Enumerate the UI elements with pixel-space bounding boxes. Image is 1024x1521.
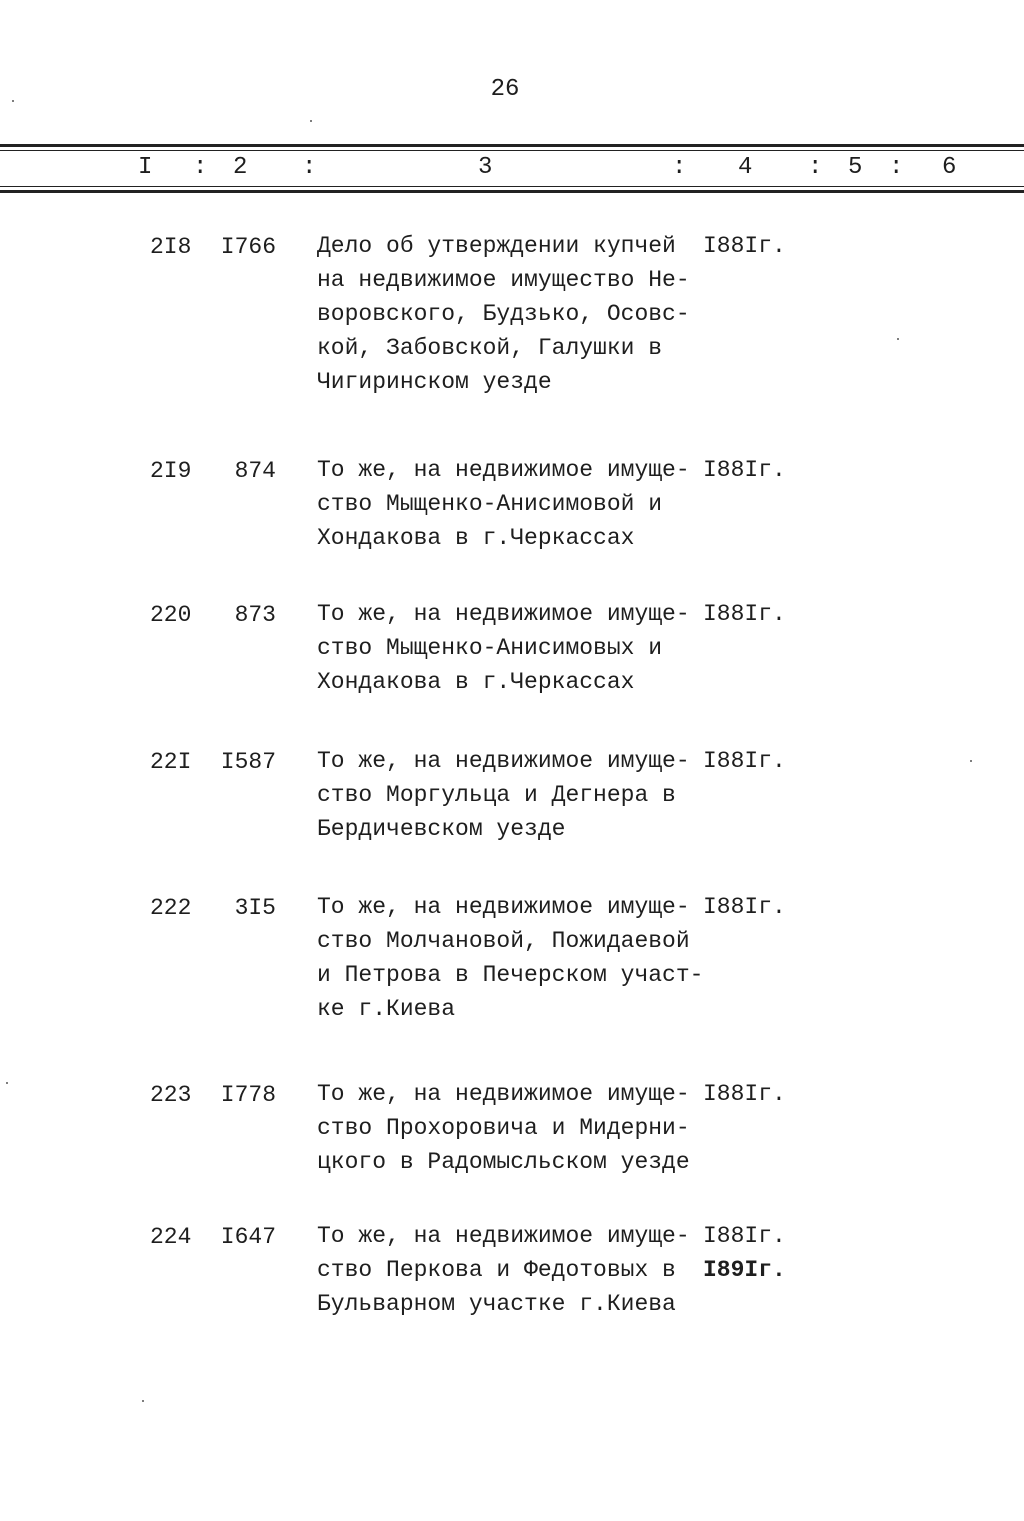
item-dates: I88Iг.	[703, 1081, 786, 1107]
column-header-6: 6	[942, 154, 957, 181]
column-separator: :	[808, 154, 823, 181]
header-rule-bottom-thin	[0, 186, 1024, 187]
item-number: 2I8	[150, 234, 192, 260]
item-dates: I88Iг.	[703, 601, 786, 627]
header-rule-bottom	[0, 190, 1024, 193]
item-description: То же, на недвижимое имуще- ство Моргульца и Дегнера в Бердичевском уезде	[317, 748, 690, 842]
fond-number: 3I5	[234, 895, 276, 921]
column-header-5: 5	[848, 154, 863, 181]
item-description: То же, на недвижимое имуще- ство Перкова и Федотовых в Бульварном участке г.Киева	[317, 1223, 690, 1317]
column-header-4: 4	[738, 154, 753, 181]
item-dates: I88Iг.	[703, 457, 786, 483]
item-description: То же, на недвижимое имуще- ство Мыщенко-Анисимовых и Хондакова в г.Черкассах	[317, 601, 690, 695]
item-number: 220	[150, 602, 192, 628]
item-dates: I88Iг. I89Iг.	[703, 1223, 786, 1283]
column-header-2: 2	[233, 154, 248, 181]
fond-number: I766	[220, 234, 276, 260]
scan-speck	[897, 338, 899, 340]
scan-speck	[6, 1082, 8, 1084]
item-number: 224	[150, 1224, 192, 1250]
fond-number: I647	[220, 1224, 276, 1250]
item-description: То же, на недвижимое имуще- ство Молчановой, Пожидаевой и Петрова в Печерском участ- ке г.Киева	[317, 894, 704, 1022]
scan-speck	[142, 1400, 144, 1402]
column-header-3: 3	[478, 154, 493, 181]
scan-speck	[310, 120, 312, 122]
header-rule-top-thin	[0, 150, 1024, 151]
fond-number: 873	[234, 602, 276, 628]
item-dates: I88Iг.	[703, 894, 786, 920]
header-rule-top	[0, 144, 1024, 147]
item-number: 223	[150, 1082, 192, 1108]
column-separator: :	[889, 154, 904, 181]
page-number: 26	[490, 76, 520, 103]
item-number: 222	[150, 895, 192, 921]
scan-speck	[970, 760, 972, 762]
scan-speck	[12, 100, 14, 102]
item-dates: I88Iг.	[703, 233, 786, 259]
fond-number: I778	[220, 1082, 276, 1108]
item-dates: I88Iг.	[703, 748, 786, 774]
item-description: То же, на недвижимое имуще- ство Прохоровича и Мидерни- цкого в Радомысльском уезде	[317, 1081, 690, 1175]
item-description: Дело об утверждении купчей на недвижимое имущество Не- воровского, Будзько, Осовс- кой, Забовской, Галушки в Чигиринском уезде	[317, 233, 690, 395]
item-number: 22I	[150, 749, 192, 775]
column-separator: :	[193, 154, 208, 181]
fond-number: 874	[234, 458, 276, 484]
column-header-1: I	[138, 154, 153, 181]
item-description: То же, на недвижимое имуще- ство Мыщенко-Анисимовой и Хондакова в г.Черкассах	[317, 457, 690, 551]
fond-number: I587	[220, 749, 276, 775]
column-separator: :	[302, 154, 317, 181]
item-number: 2I9	[150, 458, 192, 484]
column-separator: :	[672, 154, 687, 181]
